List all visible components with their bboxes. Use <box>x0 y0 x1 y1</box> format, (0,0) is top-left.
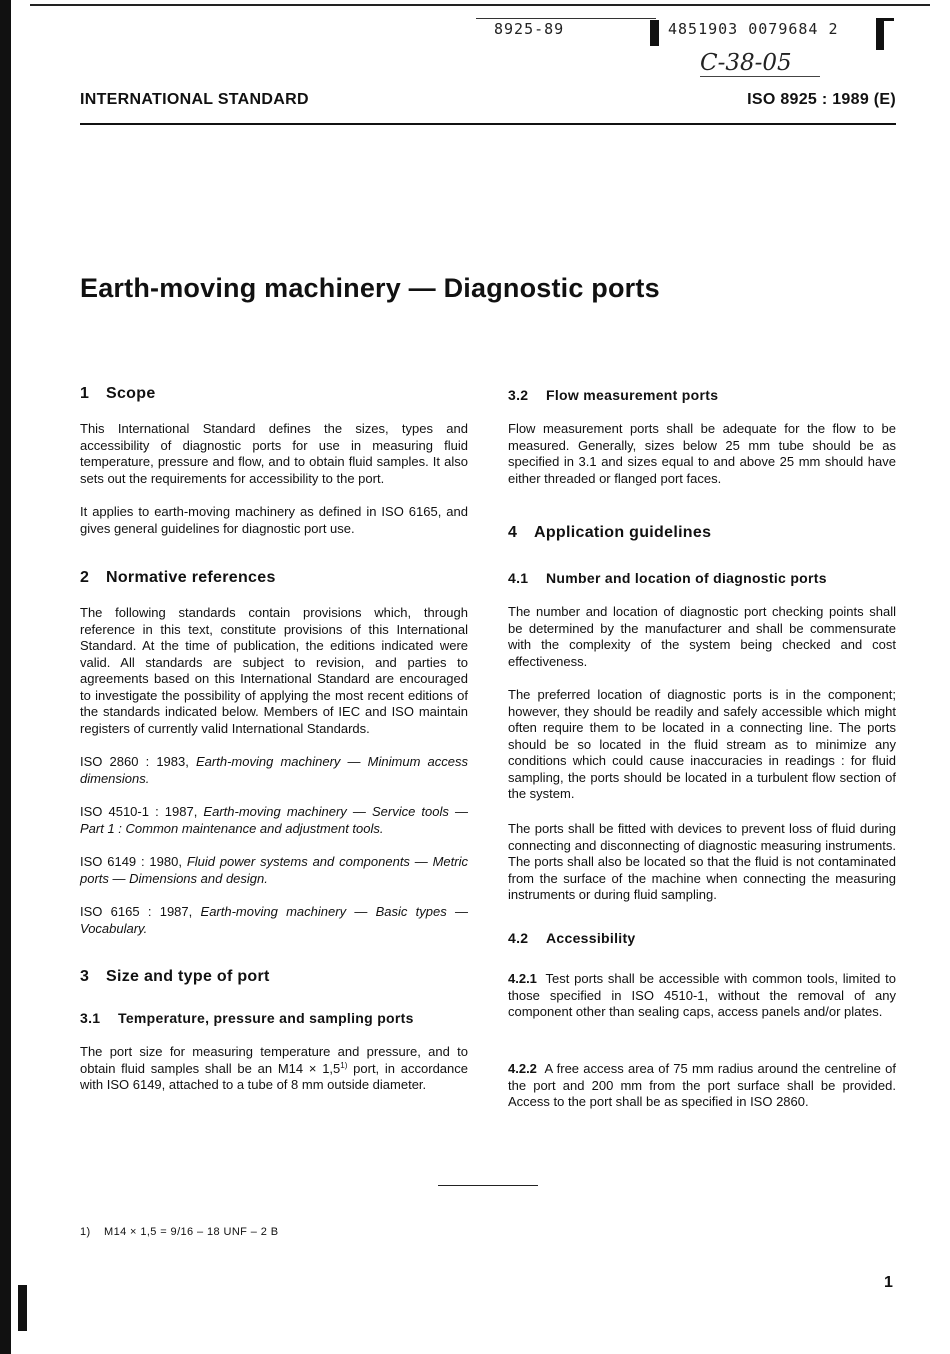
scan-edge-bar <box>0 0 11 1354</box>
stamp-bar-left <box>650 20 659 46</box>
footnote <box>80 1226 278 1238</box>
paragraph: The preferred location of diagnostic ports is in the component; however, they should be readily and safely accessible which might often require them to be located in a connecting line. The ports should be so located in the fluid stream as to minimize any conditions which could cause inaccuracies in readings : for fluid sampling, the ports should be located in a turbulent flow section of the system. <box>508 687 896 801</box>
subsection-number: 4.2 <box>508 930 529 946</box>
section-1-body <box>80 421 468 487</box>
paragraph: The ports shall be fitted with devices to prevent loss of fluid during connecting and disconnecting of diagnostic measuring instruments. The ports shall also be located so that the fluid is not contaminated from the surface of the machine when connecting the measuring instruments or during fluid sampling. <box>508 821 896 902</box>
section-2-body <box>80 605 468 737</box>
reference-id: ISO 6149 : 1980, <box>80 854 182 869</box>
section-title: Normative references <box>106 569 276 586</box>
section-number: 4 <box>508 524 518 541</box>
reference-item <box>80 904 468 937</box>
clause-text: Test ports shall be accessible with common tools, limited to those specified in ISO 4510-1, without the removal of any component other than sealing caps, access panels and/or plates. <box>508 971 896 1019</box>
section-1-body-2 <box>80 504 468 537</box>
clause-4-2-2 <box>508 1061 896 1111</box>
clause-number: 4.2.2 <box>508 1061 537 1076</box>
section-3-heading <box>80 969 468 986</box>
reference-id: ISO 4510-1 : 1987, <box>80 804 198 819</box>
reference-item <box>80 804 468 837</box>
stamp-underline <box>476 18 656 19</box>
section-title: Application guidelines <box>534 524 712 541</box>
subsection-3-2-body <box>508 421 896 487</box>
reference-title: Earth-moving machinery — Basic types — Vocabulary. <box>80 904 468 936</box>
section-2-heading <box>80 570 468 587</box>
subsection-number: 3.2 <box>508 387 529 403</box>
subsection-4-1-body-2 <box>508 687 896 803</box>
paragraph: It applies to earth-moving machinery as defined in ISO 6165, and gives general guidelines for diagnostic port use. <box>80 504 468 536</box>
document-title: Earth-moving machinery — Diagnostic ports <box>80 273 660 303</box>
section-title: Size and type of port <box>106 968 270 985</box>
subsection-number: 3.1 <box>80 1010 101 1026</box>
reference-item <box>80 754 468 787</box>
subsection-3-1-heading <box>80 1010 468 1027</box>
subsection-4-2-heading <box>508 930 896 947</box>
section-number: 2 <box>80 569 90 586</box>
paragraph-part: port, in accordance with ISO 6149, attached to a tube of 8 mm outside diameter. <box>80 1060 468 1092</box>
section-1-heading <box>80 386 468 403</box>
subsection-number: 4.1 <box>508 570 529 586</box>
subsection-4-1-body-1 <box>508 604 896 670</box>
footnote-rule <box>438 1185 538 1186</box>
subsection-title: Number and location of diagnostic ports <box>546 570 827 586</box>
paragraph: This International Standard defines the sizes, types and accessibility of diagnostic ports for use in measuring fluid temperature, pressure and flow, and to obtain fluid samples. It also sets out the requirements for accessibility to the port. <box>80 421 468 486</box>
clause-number: 4.2.1 <box>508 971 537 986</box>
stamp-code-right: 4851903 0079684 2 <box>668 20 839 38</box>
subsection-4-1-heading <box>508 570 896 587</box>
subsection-title: Accessibility <box>546 930 636 946</box>
subsection-title: Flow measurement ports <box>546 387 719 403</box>
footnote-text: M14 × 1,5 = 9/16 – 18 UNF – 2 B <box>104 1226 279 1238</box>
footnote-number: 1) <box>80 1226 91 1238</box>
reference-id: ISO 6165 : 1987, <box>80 904 193 919</box>
header-rule <box>80 123 896 125</box>
clause-text: A free access area of 75 mm radius around the centreline of the port and 200 mm from the port surface shall be provided. Access to the port shall be as specified in ISO 2860. <box>508 1061 896 1109</box>
subsection-3-2-heading <box>508 387 896 404</box>
reference-item <box>80 854 468 887</box>
paragraph: Flow measurement ports shall be adequate for the flow to be measured. Generally, sizes below 25 mm tube should be as specified in 3.1 and sizes equal to and above 25 mm should have either threaded or flanged port faces. <box>508 421 896 486</box>
stamp-bar-right <box>876 20 884 50</box>
scan-edge-mark <box>18 1285 27 1331</box>
page-number: 1 <box>884 1274 893 1291</box>
reference-id: ISO 2860 : 1983, <box>80 754 189 769</box>
reference-title: Fluid power systems and components — Metric ports — Dimensions and design. <box>80 854 468 886</box>
handwritten-note: C-38-05 <box>700 50 792 76</box>
subsection-title: Temperature, pressure and sampling ports <box>118 1010 414 1026</box>
reference-title: Earth-moving machinery — Service tools — Part 1 : Common maintenance and adjustment tools. <box>80 804 468 836</box>
section-number: 1 <box>80 385 90 402</box>
reference-title: Earth-moving machinery — Minimum access dimensions. <box>80 754 468 786</box>
section-4-heading <box>508 525 896 542</box>
footnote-marker: 1) <box>340 1060 348 1070</box>
paragraph-part: The port size for measuring temperature and pressure, and to obtain fluid samples shall be an M14 × 1,5 <box>80 1044 468 1076</box>
stamp-code-left: 8925-89 <box>494 20 565 38</box>
paragraph: The following standards contain provisions which, through reference in this text, constitute provisions of this International Standard. At the time of publication, the editions indicated were valid. All standards are subject to revision, and parties to agreements based on this International Standard are encouraged to investigate the possibility of applying the most recent editions of the standards indicated below. Members of IEC and ISO maintain registers of currently valid International Standards. <box>80 605 468 736</box>
scan-top-line <box>30 4 930 6</box>
section-number: 3 <box>80 968 90 985</box>
section-title: Scope <box>106 385 156 402</box>
header-standard-label: INTERNATIONAL STANDARD <box>80 91 309 108</box>
subsection-4-1-body-3 <box>508 821 896 904</box>
paragraph: The number and location of diagnostic port checking points shall be determined by the manufacturer and shall be commensurate with the complexity of the system being checked and cost effectiveness. <box>508 604 896 669</box>
clause-4-2-1 <box>508 971 896 1021</box>
handwritten-underline <box>700 76 820 77</box>
subsection-3-1-body <box>80 1044 468 1094</box>
header-standard-number: ISO 8925 : 1989 (E) <box>747 91 896 108</box>
